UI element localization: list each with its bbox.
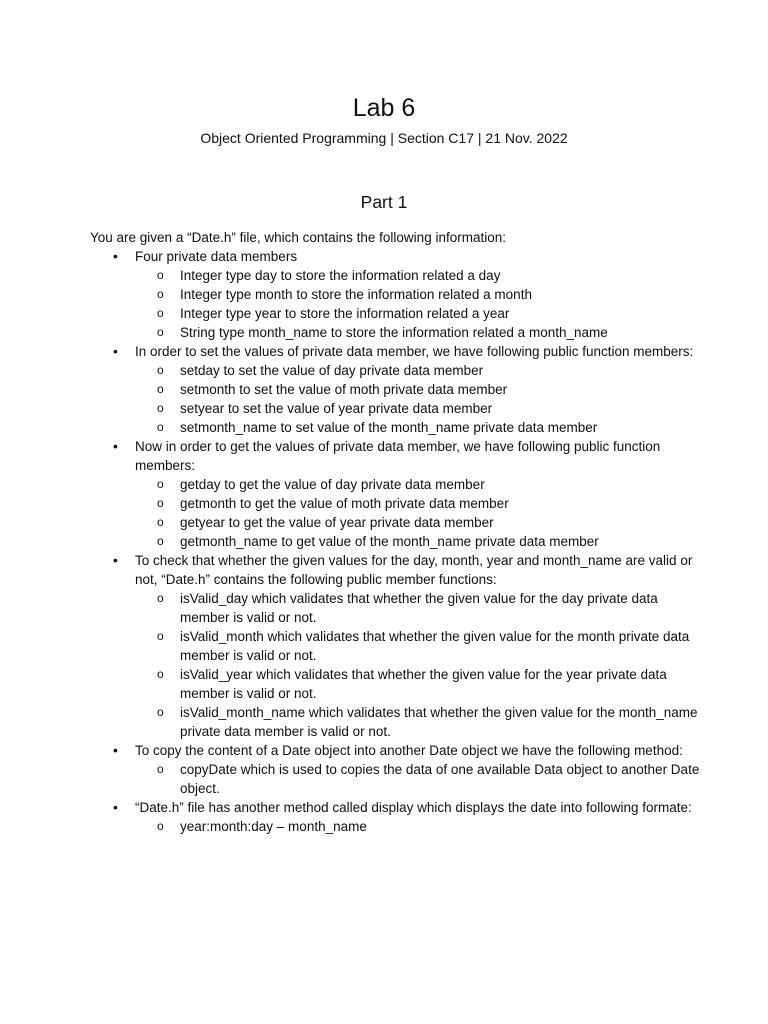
sub-item-text: setmonth_name to set value of the month_name private data member [180, 420, 598, 435]
sub-list [135, 760, 710, 798]
circle-bullet-marker: o [157, 325, 164, 339]
sub-list-item [135, 665, 710, 703]
sub-list-item [135, 513, 710, 532]
circle-bullet-marker: o [157, 306, 164, 320]
circle-bullet-marker: o [157, 401, 164, 415]
circle-bullet-marker: o [157, 477, 164, 491]
circle-bullet-marker: o [157, 363, 164, 377]
list-item-text: “Date.h” file has another method called display which displays the date into following formate: [135, 800, 692, 815]
sub-item-text: isValid_year which validates that whether the given value for the year private data member is valid or not. [180, 667, 667, 701]
sub-list-item [135, 418, 710, 437]
sub-list [135, 475, 710, 551]
sub-list-item [135, 380, 710, 399]
list-item [90, 342, 710, 437]
sub-list-item [135, 304, 710, 323]
sub-item-text: getday to get the value of day private data member [180, 477, 485, 492]
sub-list-item [135, 399, 710, 418]
sub-list-item [135, 266, 710, 285]
sub-item-text: setmonth to set the value of moth private data member [180, 382, 508, 397]
sub-list [135, 361, 710, 437]
circle-bullet-marker: o [157, 268, 164, 282]
sub-list-item [135, 475, 710, 494]
sub-item-text: String type month_name to store the information related a month_name [180, 325, 608, 340]
circle-bullet-marker: o [157, 496, 164, 510]
list-item [90, 247, 710, 342]
circle-bullet-marker: o [157, 420, 164, 434]
circle-bullet-marker: o [157, 515, 164, 529]
sub-list-item [135, 817, 710, 836]
list-item-text: Now in order to get the values of private data member, we have following public function members: [135, 439, 661, 473]
sub-list-item [135, 627, 710, 665]
bullet-marker: • [113, 438, 118, 454]
circle-bullet-marker: o [157, 762, 164, 776]
list-item-text: To copy the content of a Date object into another Date object we have the following method: [135, 743, 683, 758]
circle-bullet-marker: o [157, 287, 164, 301]
circle-bullet-marker: o [157, 705, 164, 719]
bullet-marker: • [113, 552, 118, 568]
sub-list-item [135, 589, 710, 627]
circle-bullet-marker: o [157, 591, 164, 605]
list-item [90, 741, 710, 798]
sub-item-text: setday to set the value of day private data member [180, 363, 484, 378]
circle-bullet-marker: o [157, 819, 164, 833]
bullet-marker: • [113, 343, 118, 359]
sub-list-item [135, 494, 710, 513]
list-item-text: Four private data members [135, 249, 298, 264]
bullet-marker: • [113, 742, 118, 758]
list-item [90, 437, 710, 551]
list-item-text: To check that whether the given values for the day, month, year and month_name are valid or not, “Date.h” contains the following public member functions: [135, 553, 693, 587]
circle-bullet-marker: o [157, 382, 164, 396]
sub-item-text: Integer type day to store the information related a day [180, 268, 501, 283]
sub-item-text: isValid_month_name which validates that whether the given value for the month_name private data member is valid or not. [180, 705, 698, 739]
sub-list-item [135, 361, 710, 380]
sub-list [135, 266, 710, 342]
sub-item-text: getmonth to get the value of moth private data member [180, 496, 509, 511]
intro-paragraph: You are given a “Date.h” file, which contains the following information: [90, 230, 506, 245]
sub-item-text: Integer type month to store the information related a month [180, 287, 532, 302]
sub-list-item [135, 703, 710, 741]
list-item [90, 551, 710, 741]
list-item [90, 798, 710, 836]
sub-item-text: setyear to set the value of year private data member [180, 401, 493, 416]
document-title: Lab 6 [352, 94, 416, 122]
sub-item-text: year:month:day – month_name [180, 819, 367, 834]
circle-bullet-marker: o [157, 534, 164, 548]
circle-bullet-marker: o [157, 629, 164, 643]
sub-list [135, 817, 710, 836]
sub-list-item [135, 323, 710, 342]
sub-list [135, 589, 710, 741]
sub-list-item [135, 760, 710, 798]
sub-list-item [135, 285, 710, 304]
bullet-marker: • [113, 248, 118, 264]
sub-item-text: copyDate which is used to copies the data of one available Data object to another Date object. [180, 762, 700, 796]
list-item-text: In order to set the values of private data member, we have following public function members: [135, 344, 694, 359]
sub-list-item [135, 532, 710, 551]
bullet-list [90, 247, 710, 836]
circle-bullet-marker: o [157, 667, 164, 681]
sub-item-text: getyear to get the value of year private data member [180, 515, 494, 530]
sub-item-text: isValid_month which validates that whether the given value for the month private data member is valid or not. [180, 629, 690, 663]
sub-item-text: getmonth_name to get value of the month_name private data member [180, 534, 599, 549]
bullet-marker: • [113, 799, 118, 815]
sub-item-text: isValid_day which validates that whether the given value for the day private data member is valid or not. [180, 591, 658, 625]
document-subtitle: Object Oriented Programming | Section C17 | 21 Nov. 2022 [200, 130, 568, 146]
part-heading: Part 1 [360, 192, 408, 212]
sub-item-text: Integer type year to store the information related a year [180, 306, 510, 321]
